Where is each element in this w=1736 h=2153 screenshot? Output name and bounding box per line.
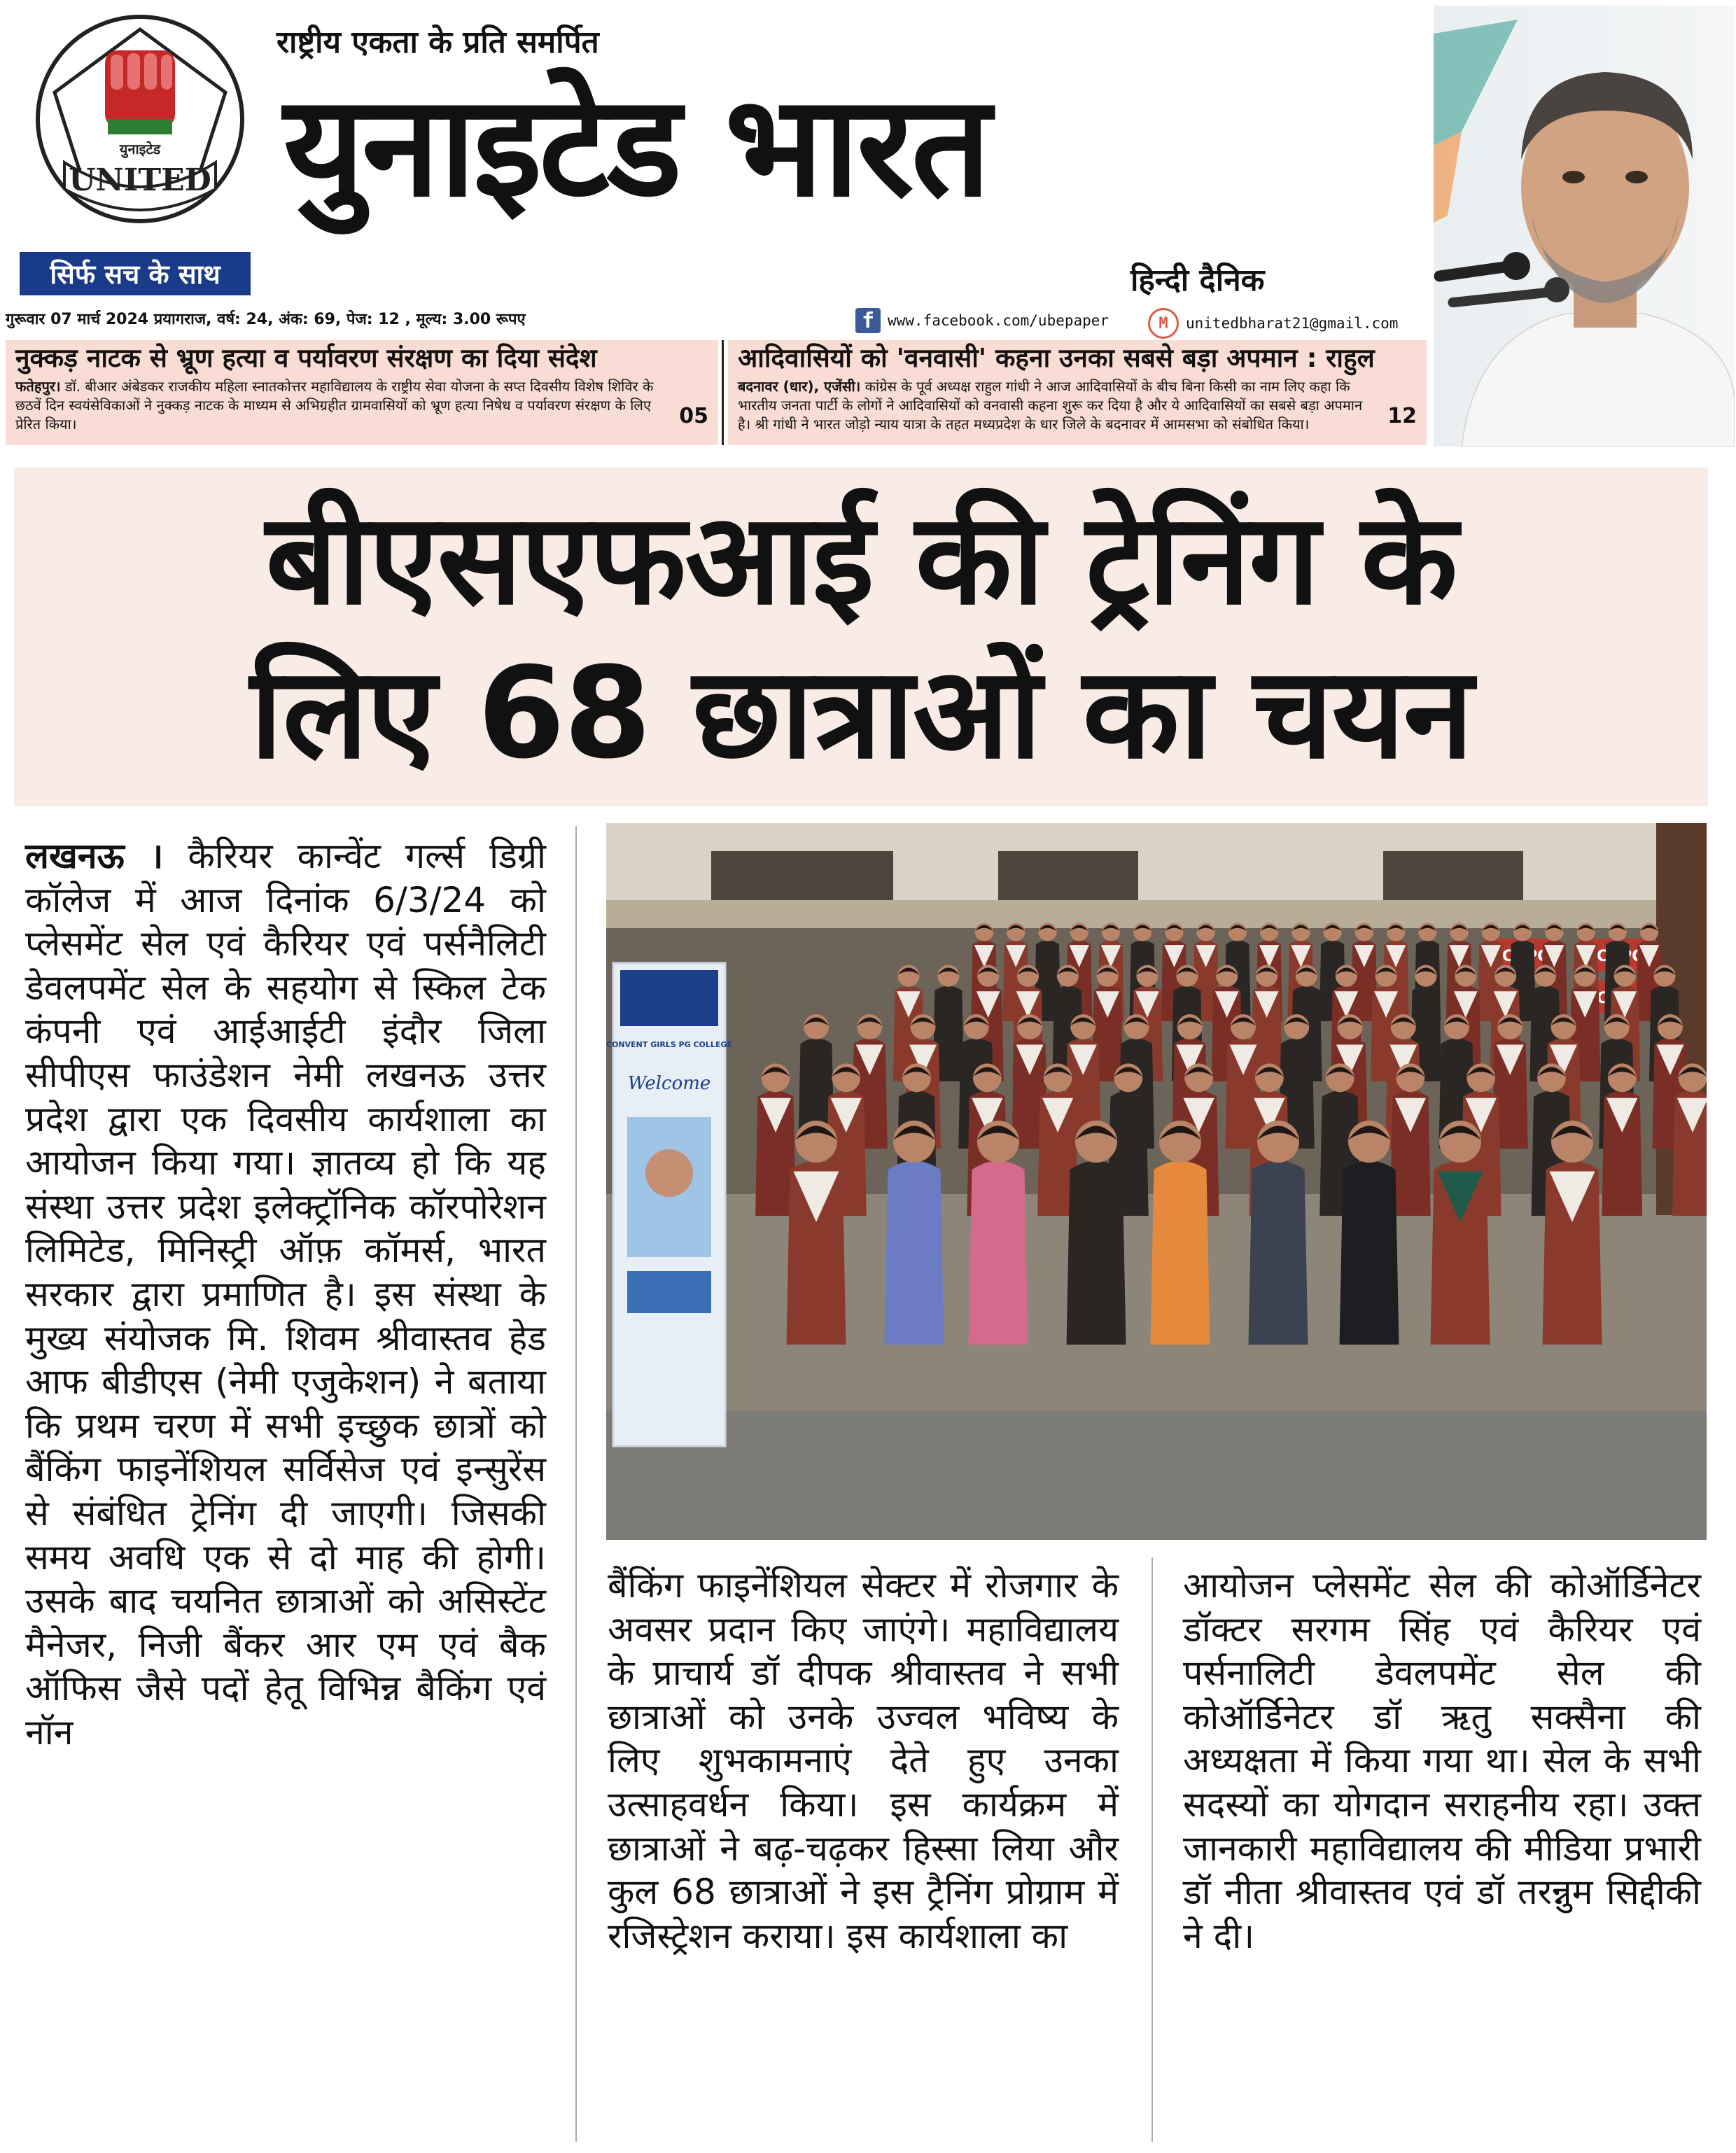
svg-text:UNITED: UNITED	[69, 162, 211, 198]
tagline: राष्ट्रीय एकता के प्रति समर्पित	[276, 24, 599, 60]
teaser-text: डॉ. बीआर अंबेडकर राजकीय महिला स्नातकोत्तर महाविद्यालय के राष्ट्रीय सेवा योजना के सप्त दिवसीय विशेष शिविर के छठवें दिन स्वयंसेविकाओं ने नुक्कड़ नाटक के माध्यम से अभिग्रहीत ग्रामवासियों को भ्रूण हत्या निषेध व पर्यावरण संरक्षण के लिए प्रेरित किया।	[15, 377, 654, 433]
email-address[interactable]: unitedbharat21@gmail.com	[1186, 315, 1399, 332]
teaser-dateline: फतेहपुर।	[15, 377, 61, 395]
article-dateline: लखनऊ ।	[25, 836, 164, 876]
teaser-divider	[722, 340, 724, 445]
column-rule	[1152, 1557, 1153, 2142]
teaser-headline: नुक्कड़ नाटक से भ्रूण हत्या व पर्यावरण संरक्षण का दिया संदेश	[15, 343, 597, 373]
hindi-daily-label: हिन्दी दैनिक	[1130, 262, 1265, 298]
newspaper-title: युनाइटेड भारत	[284, 65, 988, 228]
column-rule	[575, 826, 577, 2142]
mail-icon: M	[1148, 308, 1179, 339]
article-column-2: बैंकिंग फाइनेंशियल सेक्टर में रोजगार के अवसर प्रदान किए जाएंगे। महाविद्यालय के प्राचार्य डॉ दीपक श्रीवास्तव ने सभी छात्राओं को उनके उज्वल भविष्य के लिए शुभकामनाएं देते हुए उनका उत्साहवर्धन किया। इस कार्यक्रम में छात्राओं ने बढ़-चढ़कर हिस्सा लिया और कुल 68 छात्राओं ने इस ट्रैनिंग प्रोग्राम में रजिस्ट्रेशन कराया। इस कार्यशाला का	[608, 1565, 1119, 1956]
headline-line-2: लिए 68 छात्राओं का चयन	[250, 640, 1472, 787]
teaser-page-number: 05	[679, 404, 708, 428]
facebook-icon: f	[855, 308, 881, 333]
headline-line-1: बीएसएफआई की ट्रेनिंग के	[265, 486, 1457, 633]
facebook-url[interactable]: www.facebook.com/ubepaper	[888, 312, 1110, 329]
email-link[interactable]	[1148, 308, 1398, 339]
banner-welcome: Welcome	[627, 1073, 711, 1094]
article-column-1	[25, 834, 546, 1754]
teaser-dateline: बदनावर (धार), एजेंसी।	[738, 377, 861, 395]
teaser-box-right[interactable]	[728, 340, 1427, 445]
motto-badge: सिर्फ सच के साथ	[20, 252, 251, 295]
banner-college-name: CONVENT GIRLS PG COLLEGE	[606, 1040, 732, 1049]
svg-text:युनाइटेड: युनाइटेड	[119, 141, 161, 157]
facebook-link[interactable]	[855, 308, 1109, 333]
group-photo	[606, 823, 1707, 1540]
politician-photo	[1434, 6, 1735, 447]
teaser-body	[738, 377, 1375, 434]
article-headline	[21, 483, 1701, 790]
teaser-text: कांग्रेस के पूर्व अध्यक्ष राहुल गांधी ने आज आदिवासियों के बीच बिना किसी का नाम लिए कहा कि भारतीय जनता पार्टी के लोगों ने आदिवासियों को वनवासी कहना शुरू कर दिया है और ये आदिवासियों का सबसे बड़ा अपमान है। श्री गांधी ने भारत जोड़ो न्याय यात्रा के तहत मध्यप्रदेश के धार जिले के बदनावर में आमसभा को संबोधित किया।	[738, 377, 1363, 433]
newspaper-logo	[28, 14, 252, 224]
article-text: कैरियर कान्वेंट गर्ल्स डिग्री कॉलेज में आज दिनांक 6/3/24 को प्लेसमेंट सेल एवं कैरियर एवं पर्सनैलिटी डेवलपमेंट सेल के सहयोग से स्किल टेक कंपनी एवं आईआईटी इंदौर जिला सीपीएस फाउंडेशन नेमी लखनऊ उत्तर प्रदेश द्वारा एक दिवसीय कार्यशाला का आयोजन किया गया। ज्ञातव्य हो कि यह संस्था उत्तर प्रदेश इलेक्ट्रॉनिक कॉरपोरेशन लिमिटेड, मिनिस्ट्री ऑफ़ कॉमर्स, भारत सरकार द्वारा प्रमाणित है। इस संस्था के मुख्य संयोजक मि. शिवम श्रीवास्तव हेड आफ बीडीएस (नेमी एजुकेशन) ने बताया कि प्रथम चरण में सभी इच्छुक छात्रों को बैंकिंग फाइनेंशियल सर्विसेज एवं इन्सुरेंस से संबंधित ट्रेनिंग दी जाएगी। जिसकी समय अवधि एक से दो माह की होगी। उसके बाद चयनित छात्राओं को असिस्टेंट मैनेजर, निजी बैंकर आर एम एवं बैक ऑफिस जैसे पदों हेतू विभिन्न बैकिंग एवं नॉन	[25, 836, 546, 1753]
article-column-3: आयोजन प्लेसमेंट सेल की कोऑर्डिनेटर डॉक्टर सरगम सिंह एवं कैरियर एवं पर्सनालिटी डेवलपमेंट सेल की कोऑर्डिनेटर डॉ ऋतु सक्सैना की अध्यक्षता में किया गया था। सेल के सभी सदस्यों का योगदान सराहनीय रहा। उक्त जानकारी महाविद्यालय की मीडिया प्रभारी डॉ नीता श्रीवास्तव एवं डॉ तरन्नुम सिद्दीकी ने दी।	[1183, 1565, 1701, 1956]
teaser-headline: आदिवासियों को 'वनवासी' कहना उनका सबसे बड़ा अपमान : राहुल	[738, 343, 1375, 373]
teaser-body	[15, 377, 666, 434]
edition-info: गुरूवार 07 मार्च 2024 प्रयागराज, वर्ष: 24, अंक: 69, पेज: 12 , मूल्य: 3.00 रूपए	[6, 311, 526, 328]
teaser-page-number: 12	[1387, 404, 1417, 428]
teaser-box-left[interactable]	[6, 340, 718, 445]
